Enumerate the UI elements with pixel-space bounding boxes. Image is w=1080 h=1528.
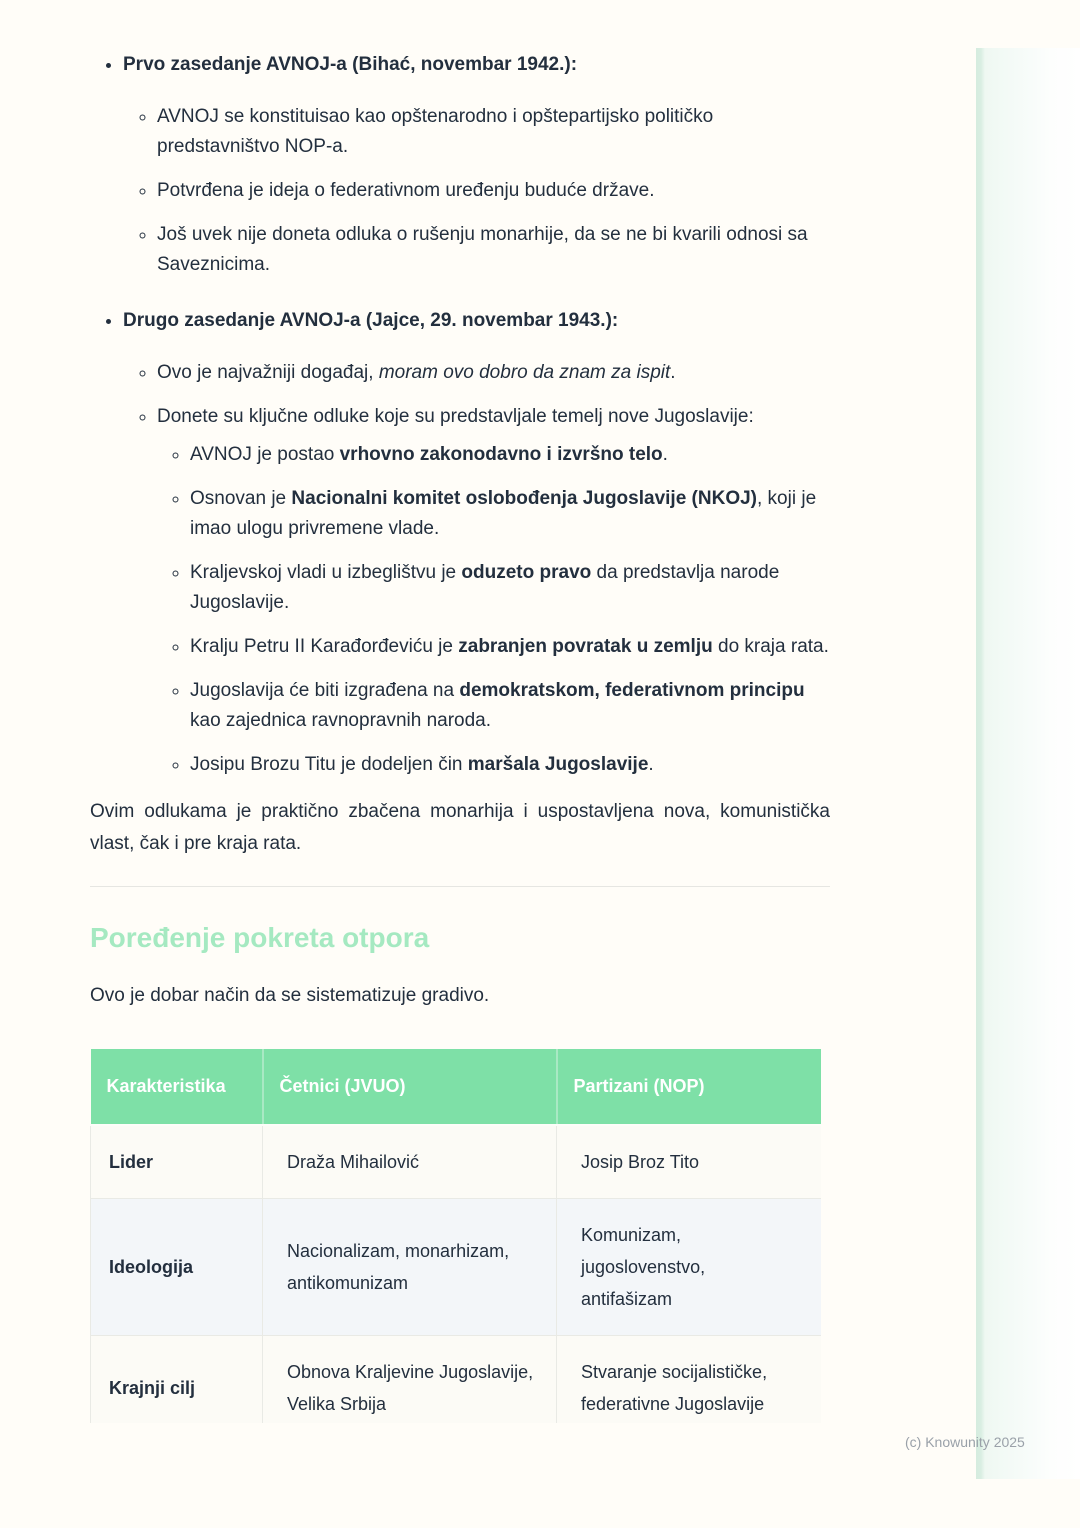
decision-item <box>190 484 830 544</box>
decision-item <box>190 558 830 618</box>
text-segment: , koji je imao ulogu privremene vlade. <box>190 488 817 539</box>
copyright-watermark: (c) Knowunity 2025 <box>905 1434 1025 1450</box>
text-segment: Josipu Brozu Titu je dodeljen čin <box>190 754 468 775</box>
text-segment: do kraja rata. <box>712 636 829 657</box>
row-label-cell: Krajnji cilj <box>91 1336 263 1424</box>
text-segment: Ovo je najvažniji događaj, <box>157 362 379 383</box>
decision-item <box>190 440 830 470</box>
text-segment: . <box>648 754 654 775</box>
key-decisions-list <box>157 440 830 780</box>
document-content <box>90 50 830 1423</box>
second-session-title: Drugo zasedanje AVNOJ-a (Jajce, 29. novembar 1943.): <box>123 310 619 331</box>
text-segment: Kralju Petru II Karađorđeviću je <box>190 636 459 657</box>
header-cell-partizani: Partizani (NOP) <box>557 1049 822 1125</box>
text-segment: kao zajednica ravnopravnih naroda. <box>190 710 492 731</box>
conclusion-paragraph: Ovim odlukama je praktično zbačena monarhija i uspostavljena nova, komunistička vlast, čak i pre kraja rata. <box>90 801 830 854</box>
table-cell: Josip Broz Tito <box>557 1125 822 1199</box>
right-accent-stripe <box>976 48 1080 1479</box>
table-cell: Komunizam, jugoslovenstvo, antifašizam <box>557 1199 822 1336</box>
text-segment: . <box>662 444 668 465</box>
bold-segment: vrhovno zakonodavno i izvršno telo <box>339 444 663 465</box>
comparison-intro: Ovo je dobar način da se sistematizuje gradivo. <box>90 985 490 1006</box>
table-row <box>91 1336 822 1424</box>
table-cell: Draža Mihailović <box>263 1125 557 1199</box>
text-segment: Kraljevskoj vladi u izbeglištvu je <box>190 562 462 583</box>
text-segment: Osnovan je <box>190 488 292 509</box>
list-item <box>157 402 830 780</box>
comparison-table <box>90 1049 821 1423</box>
bold-segment: zabranjen povratak u zemlju <box>458 636 713 657</box>
row-label-cell: Ideologija <box>91 1199 263 1336</box>
list-item: ◦ Još uvek nije doneta odluka o rušenju monarhije, da se ne bi kvarili odnosi sa Saveznicima. <box>157 220 830 280</box>
table-header-row <box>91 1049 822 1125</box>
decision-item <box>190 632 830 662</box>
decision-item <box>190 750 830 780</box>
italic-note: moram ovo dobro da znam za ispit <box>378 362 671 383</box>
table-cell: Stvaranje socijalističke, federativne Jugoslavije <box>557 1336 822 1424</box>
section-divider <box>90 886 830 887</box>
bold-segment: demokratskom, federativnom principu <box>459 680 805 701</box>
text-segment: . <box>670 362 676 383</box>
bold-segment: Nacionalni komitet oslobođenja Jugoslavije (NKOJ) <box>291 488 757 509</box>
list-item <box>157 358 830 388</box>
text-segment: da predstavlja narode Jugoslavije. <box>190 562 780 613</box>
bold-segment: maršala Jugoslavije <box>467 754 649 775</box>
row-label-cell: Lider <box>91 1125 263 1199</box>
text-segment: Jugoslavija će biti izgrađena na <box>190 680 460 701</box>
list-item: ◦ AVNOJ se konstituisao kao opštenarodno i opštepartijsko političko predstavništvo NOP-a. <box>157 102 830 162</box>
first-session-item <box>123 50 830 280</box>
header-cell-karakteristika: Karakteristika <box>91 1049 263 1125</box>
first-session-sublist <box>123 102 830 280</box>
comparison-heading: Poređenje pokreta otpora <box>90 922 430 953</box>
second-session-item <box>123 306 830 780</box>
decision-item <box>190 676 830 736</box>
table-row <box>91 1199 822 1336</box>
table-row <box>91 1125 822 1199</box>
list-item: ◦ Potvrđena je ideja o federativnom uređenju buduće države. <box>157 176 830 206</box>
first-session-title: Prvo zasedanje AVNOJ-a (Bihać, novembar 1942.): <box>123 54 578 75</box>
bold-segment: oduzeto pravo <box>461 562 592 583</box>
second-session-sublist <box>123 358 830 780</box>
table-cell: Obnova Kraljevine Jugoslavije, Velika Srbija <box>263 1336 557 1424</box>
avnoj-sessions-list <box>90 50 830 780</box>
text-segment: AVNOJ je postao <box>190 444 340 465</box>
text-segment: Donete su ključne odluke koje su predstavljale temelj nove Jugoslavije: <box>157 406 754 427</box>
table-cell: Nacionalizam, monarhizam, antikomunizam <box>263 1199 557 1336</box>
comparison-table-container <box>90 1049 821 1423</box>
header-cell-cetnici: Četnici (JVUO) <box>263 1049 557 1125</box>
